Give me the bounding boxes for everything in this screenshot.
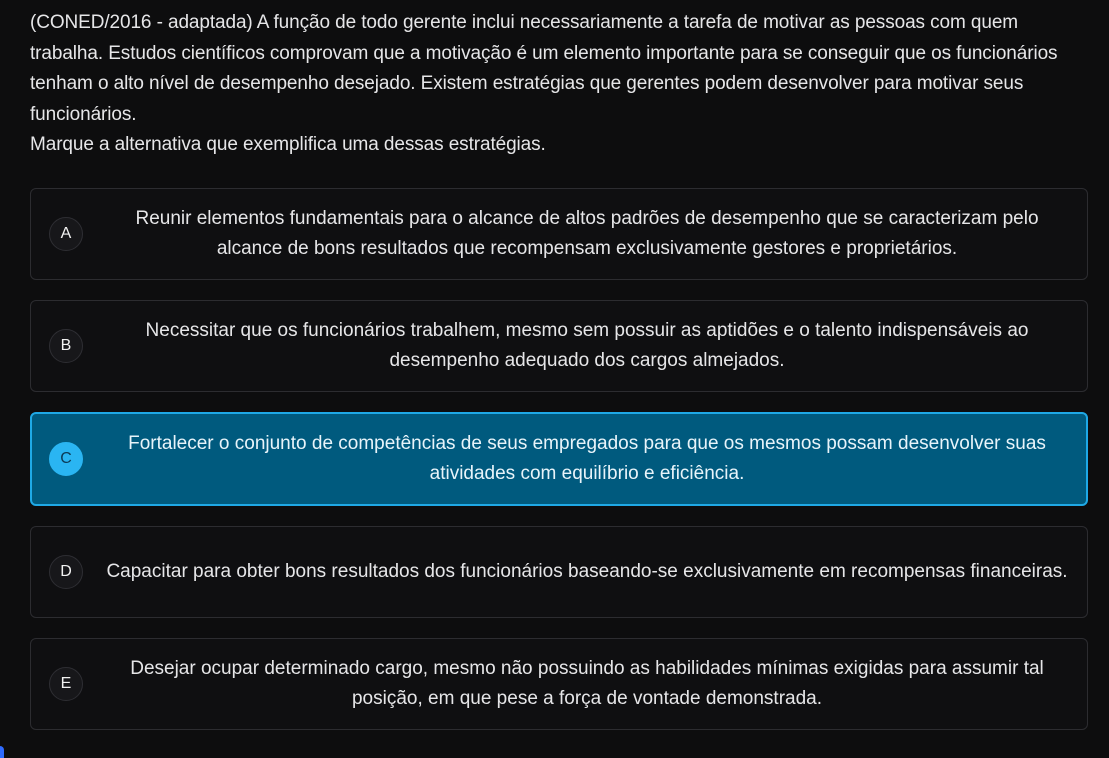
option-e[interactable] <box>30 638 1088 730</box>
option-text: Reunir elementos fundamentais para o alcance de altos padrões de desempenho que se caracterizam pelo alcance de bons resultados que recompensam exclusivamente gestores e proprietários. <box>135 208 1039 259</box>
question-text <box>30 8 1087 161</box>
option-letter-badge: C <box>49 442 83 476</box>
answer-options <box>30 188 1088 750</box>
option-letter-badge: E <box>49 667 83 701</box>
option-text: Desejar ocupar determinado cargo, mesmo não possuindo as habilidades mínimas exigidas para assumir tal posição, em que pese a força de vontade demonstrada. <box>130 658 1044 709</box>
option-text: Necessitar que os funcionários trabalhem, mesmo sem possuir as aptidões e o talento indispensáveis ao desempenho adequado dos cargos almejados. <box>145 320 1029 371</box>
option-text: Fortalecer o conjunto de competências de seus empregados para que os mesmos possam desenvolver suas atividades com equilíbrio e eficiência. <box>128 433 1046 484</box>
question-prompt: Marque a alternativa que exemplifica uma dessas estratégias. <box>30 134 546 155</box>
option-d[interactable] <box>30 526 1088 618</box>
option-b[interactable] <box>30 300 1088 392</box>
option-letter-badge: D <box>49 555 83 589</box>
question-statement: (CONED/2016 - adaptada) A função de todo gerente inclui necessariamente a tarefa de motivar as pessoas com quem trabalha. Estudos científicos comprovam que a motivação é um elemento importante para se conseguir que os funcionários tenham o alto nível de desempenho desejado. Existem estratégias que gerentes podem desenvolver para motivar seus funcionários. <box>30 12 1058 125</box>
option-letter-badge: A <box>49 217 83 251</box>
corner-indicator <box>0 746 4 758</box>
option-text: Capacitar para obter bons resultados dos funcionários baseando-se exclusivamente em recompensas financeiras. <box>106 561 1068 582</box>
option-letter-badge: B <box>49 329 83 363</box>
option-c[interactable] <box>30 412 1088 506</box>
option-a[interactable] <box>30 188 1088 280</box>
